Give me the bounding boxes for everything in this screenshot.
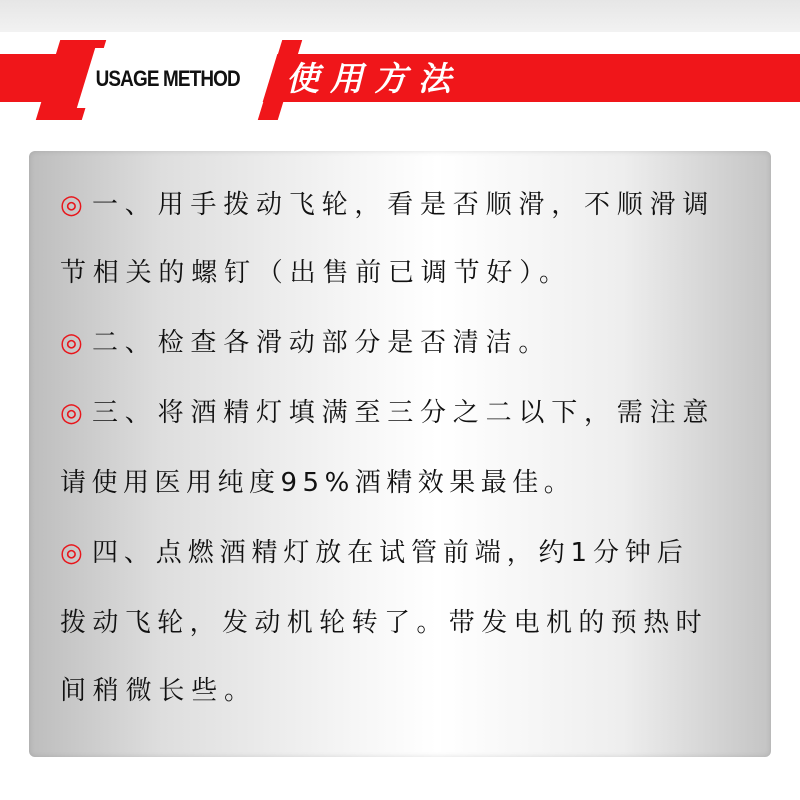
bullet-icon: ◎ [60, 398, 90, 428]
instruction-text: 拨动飞轮，发动机轮转了。带发电机的预热时 [60, 608, 709, 638]
section-header [0, 40, 800, 120]
top-band [0, 0, 800, 32]
instructions-panel [29, 151, 771, 757]
instruction-step-4 [60, 537, 689, 569]
instruction-step-4-continued [60, 607, 708, 639]
instruction-text: 二、检查各滑动部分是否清洁。 [92, 328, 552, 358]
bullet-icon: ◎ [60, 328, 90, 358]
instruction-step-1 [60, 189, 715, 221]
instruction-step-4-end [60, 675, 257, 707]
instruction-step-1-continued [60, 257, 572, 289]
instruction-step-2 [60, 327, 551, 359]
bullet-icon: ◎ [60, 538, 89, 568]
instruction-text: 请使用医用纯度95%酒精效果最佳。 [60, 468, 576, 498]
instruction-text: 节相关的螺钉（出售前已调节好）。 [60, 258, 572, 288]
header-title-en: USAGE METHOD [95, 66, 240, 91]
instruction-step-3-continued [60, 467, 575, 499]
instruction-step-3 [60, 397, 715, 429]
header-title-cn: 使用方法 [286, 59, 462, 98]
instruction-text: 一、用手拨动飞轮，看是否顺滑，不顺滑调 [92, 190, 716, 220]
instruction-text: 三、将酒精灯填满至三分之二以下，需注意 [92, 398, 716, 428]
instruction-text: 间稍微长些。 [60, 676, 257, 706]
bullet-icon: ◎ [60, 190, 90, 220]
instruction-text: 四、点燃酒精灯放在试管前端，约1分钟后 [92, 538, 689, 568]
